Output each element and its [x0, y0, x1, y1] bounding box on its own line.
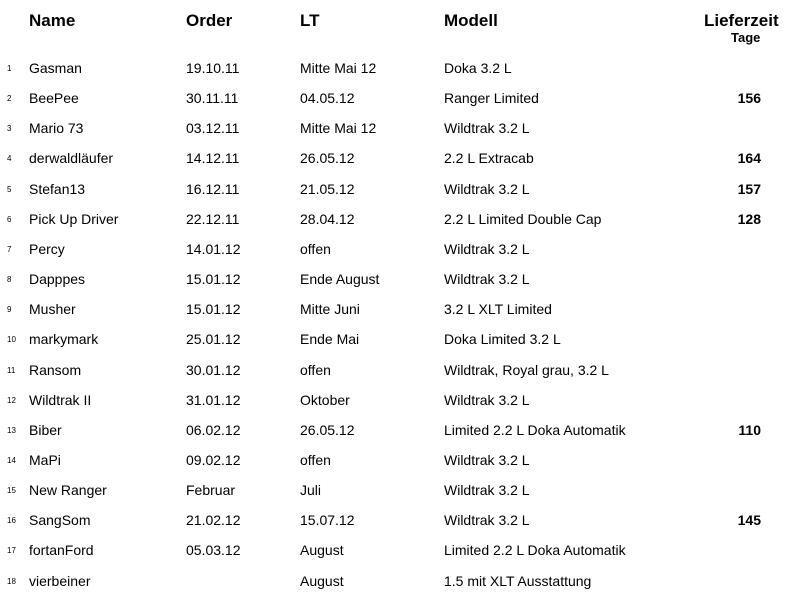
table-row [0, 143, 800, 173]
modell-cell: Wildtrak 3.2 L [444, 271, 530, 288]
table-row [0, 174, 800, 204]
header-order: Order [186, 11, 233, 30]
modell-cell: Doka 3.2 L [444, 60, 512, 76]
order-cell: 30.01.12 [186, 361, 241, 378]
lt-cell: Mitte Mai 12 [300, 60, 377, 76]
row-number: 9 [7, 305, 12, 315]
row-number: 3 [7, 124, 12, 134]
name-cell: markymark [29, 331, 99, 348]
table-row [0, 294, 800, 324]
header-lt: LT [300, 11, 320, 30]
table-row [0, 355, 800, 385]
row-number: 11 [7, 365, 16, 375]
table-row [0, 535, 800, 565]
lt-cell: Juli [300, 482, 322, 499]
order-cell: 30.11.11 [186, 90, 239, 107]
table-row [0, 385, 800, 415]
lieferzeit-cell: 128 [737, 210, 761, 227]
table-row [0, 113, 800, 143]
table-row [0, 566, 800, 596]
row-number: 1 [7, 64, 12, 73]
order-cell: Februar [186, 482, 236, 499]
lieferzeit-cell: 110 [738, 421, 761, 438]
modell-cell: Wildtrak 3.2 L [444, 240, 530, 257]
name-cell: Stefan13 [29, 180, 86, 197]
order-cell: 09.02.12 [186, 451, 241, 468]
name-cell: SangSom [29, 512, 91, 529]
lt-cell: Ende Mai [300, 331, 360, 348]
modell-cell: 1.5 mit XLT Ausstattung [444, 572, 592, 589]
lt-cell: Mitte Juni [300, 301, 360, 318]
modell-cell: Wildtrak 3.2 L [444, 391, 530, 408]
modell-cell: Limited 2.2 L Doka Automatik [444, 421, 626, 438]
lt-cell: offen [300, 240, 331, 257]
table-row [0, 83, 800, 113]
table-row [0, 53, 800, 83]
table-row [0, 324, 800, 354]
table-row [0, 505, 800, 535]
modell-cell: Wildtrak 3.2 L [444, 451, 530, 468]
modell-cell: Ranger Limited [444, 90, 539, 107]
lt-cell: 15.07.12 [300, 512, 355, 529]
modell-cell: 2.2 L Limited Double Cap [444, 210, 602, 227]
order-cell: 19.10.11 [186, 60, 240, 76]
lt-cell: 28.04.12 [300, 210, 355, 227]
name-cell: vierbeiner [29, 572, 91, 589]
order-cell: 15.01.12 [186, 301, 241, 318]
row-number: 18 [7, 576, 16, 586]
table-row [0, 415, 800, 445]
lt-cell: Oktober [300, 391, 350, 408]
row-number: 14 [7, 455, 16, 465]
modell-cell: Limited 2.2 L Doka Automatik [444, 542, 626, 559]
name-cell: Ransom [29, 361, 82, 378]
row-number: 2 [7, 94, 12, 104]
name-cell: Wildtrak II [29, 391, 92, 408]
row-number: 7 [7, 244, 12, 254]
modell-cell: Wildtrak 3.2 L [444, 120, 530, 137]
table-row [0, 264, 800, 294]
modell-cell: Wildtrak 3.2 L [444, 482, 530, 499]
modell-cell: 2.2 L Extracab [444, 150, 534, 167]
lt-cell: Ende August [300, 271, 380, 288]
row-number: 13 [7, 425, 16, 435]
name-cell: Mario 73 [29, 120, 84, 137]
order-cell: 15.01.12 [186, 271, 241, 288]
row-number: 17 [7, 546, 16, 556]
name-cell: derwaldläufer [29, 150, 114, 167]
modell-cell: Doka Limited 3.2 L [444, 331, 561, 348]
modell-cell: Wildtrak, Royal grau, 3.2 L [444, 361, 609, 378]
lt-cell: offen [300, 451, 331, 468]
row-number: 6 [7, 214, 12, 224]
modell-cell: Wildtrak 3.2 L [444, 180, 530, 197]
name-cell: BeePee [29, 90, 79, 107]
name-cell: Dapppes [29, 271, 86, 288]
order-cell: 16.12.11 [186, 180, 240, 197]
name-cell: MaPi [29, 451, 61, 468]
row-number: 4 [7, 154, 12, 164]
row-number: 16 [7, 516, 16, 526]
lieferzeit-cell: 156 [737, 90, 761, 107]
modell-cell: 3.2 L XLT Limited [444, 301, 552, 318]
lieferzeit-cell: 145 [737, 512, 761, 529]
lt-cell: 26.05.12 [300, 150, 355, 167]
name-cell: New Ranger [29, 482, 107, 499]
lt-cell: 21.05.12 [300, 180, 355, 197]
lieferzeit-cell: 164 [737, 150, 761, 167]
row-number: 8 [7, 275, 12, 285]
order-cell: 21.02.12 [186, 512, 241, 529]
name-cell: Biber [29, 421, 62, 438]
lt-cell: August [300, 572, 344, 589]
row-number: 10 [7, 335, 16, 345]
order-cell: 22.12.11 [186, 210, 240, 227]
table-row [0, 234, 800, 264]
row-number: 12 [7, 395, 16, 405]
table-row [0, 445, 800, 475]
header-lieferzeit-unit: Tage [731, 30, 761, 45]
name-cell: Gasman [29, 60, 82, 76]
order-cell: 31.01.12 [186, 391, 241, 408]
lieferzeit-cell: 157 [737, 180, 761, 197]
header-modell: Modell [444, 11, 498, 30]
lt-cell: offen [300, 361, 331, 378]
row-number: 15 [7, 486, 16, 496]
modell-cell: Wildtrak 3.2 L [444, 512, 530, 529]
order-cell: 06.02.12 [186, 421, 241, 438]
header-lieferzeit: Lieferzeit [704, 11, 779, 30]
order-cell: 03.12.11 [186, 120, 240, 137]
order-cell: 14.01.12 [186, 240, 241, 257]
lt-cell: 04.05.12 [300, 90, 355, 107]
lt-cell: 26.05.12 [300, 421, 355, 438]
table-row [0, 204, 800, 234]
order-cell: 14.12.11 [186, 150, 240, 167]
lt-cell: August [300, 542, 344, 559]
row-number: 5 [7, 184, 12, 194]
table-row [0, 475, 800, 505]
header-name: Name [29, 11, 76, 30]
name-cell: Percy [29, 240, 65, 257]
order-cell: 25.01.12 [186, 331, 241, 348]
order-cell: 05.03.12 [186, 542, 241, 559]
name-cell: Pick Up Driver [29, 210, 119, 227]
lt-cell: Mitte Mai 12 [300, 120, 377, 137]
name-cell: fortanFord [29, 542, 94, 559]
name-cell: Musher [29, 301, 76, 318]
